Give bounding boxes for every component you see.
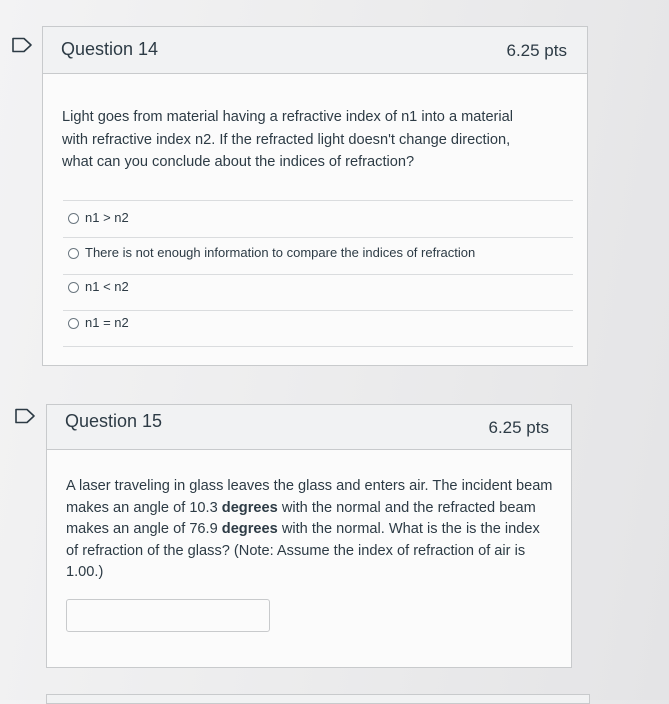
question-title: Question 14 <box>61 39 159 59</box>
question-points: 6.25 pts <box>506 41 567 60</box>
radio-button[interactable] <box>68 248 79 259</box>
radio-button[interactable] <box>68 213 79 224</box>
answer-label[interactable]: There is not enough information to compare the indices of refraction <box>85 245 476 260</box>
answer-label[interactable]: n1 < n2 <box>85 279 129 294</box>
question-text-line: Light goes from material having a refractive index of n1 into a material <box>62 109 514 125</box>
question-text <box>66 476 552 584</box>
text-segment: makes an angle of 76.9 <box>66 521 222 537</box>
radio-button[interactable] <box>68 318 79 329</box>
answer-option[interactable] <box>63 237 573 274</box>
flag-icon[interactable] <box>14 408 36 424</box>
question-text-line: 1.00.) <box>66 564 104 580</box>
question-text <box>62 106 513 174</box>
answer-label[interactable]: n1 = n2 <box>85 315 129 330</box>
next-question-card-edge <box>46 694 590 704</box>
answer-label[interactable]: n1 > n2 <box>85 210 129 225</box>
answer-input[interactable] <box>66 599 270 632</box>
text-segment: with the normal. What is the is the index <box>277 521 540 537</box>
text-segment: with the normal and the refracted beam <box>277 499 536 516</box>
question-14-card <box>42 26 588 366</box>
question-text-line: of refraction of the glass? (Note: Assume the index of refraction of air is <box>66 542 526 559</box>
answer-option[interactable] <box>63 310 573 347</box>
question-title: Question 15 <box>65 411 163 431</box>
bold-text: degrees <box>221 521 278 537</box>
question-14-header <box>43 27 587 74</box>
radio-button[interactable] <box>68 282 79 293</box>
question-text-line: A laser traveling in glass leaves the glass and enters air. The incident beam <box>66 478 553 494</box>
text-segment: makes an angle of 10.3 <box>66 499 222 516</box>
flag-icon[interactable] <box>11 37 33 53</box>
question-15-header <box>47 405 571 450</box>
question-text-line <box>66 498 552 520</box>
question-text-line <box>66 519 552 541</box>
question-text-line: what can you conclude about the indices of refraction? <box>62 154 415 170</box>
answer-option[interactable] <box>63 200 573 237</box>
answer-option[interactable] <box>63 274 573 311</box>
bold-text: degrees <box>221 499 278 516</box>
question-points: 6.25 pts <box>488 418 549 437</box>
question-text-line: with refractive index n2. If the refracted light doesn't change direction, <box>62 131 511 148</box>
